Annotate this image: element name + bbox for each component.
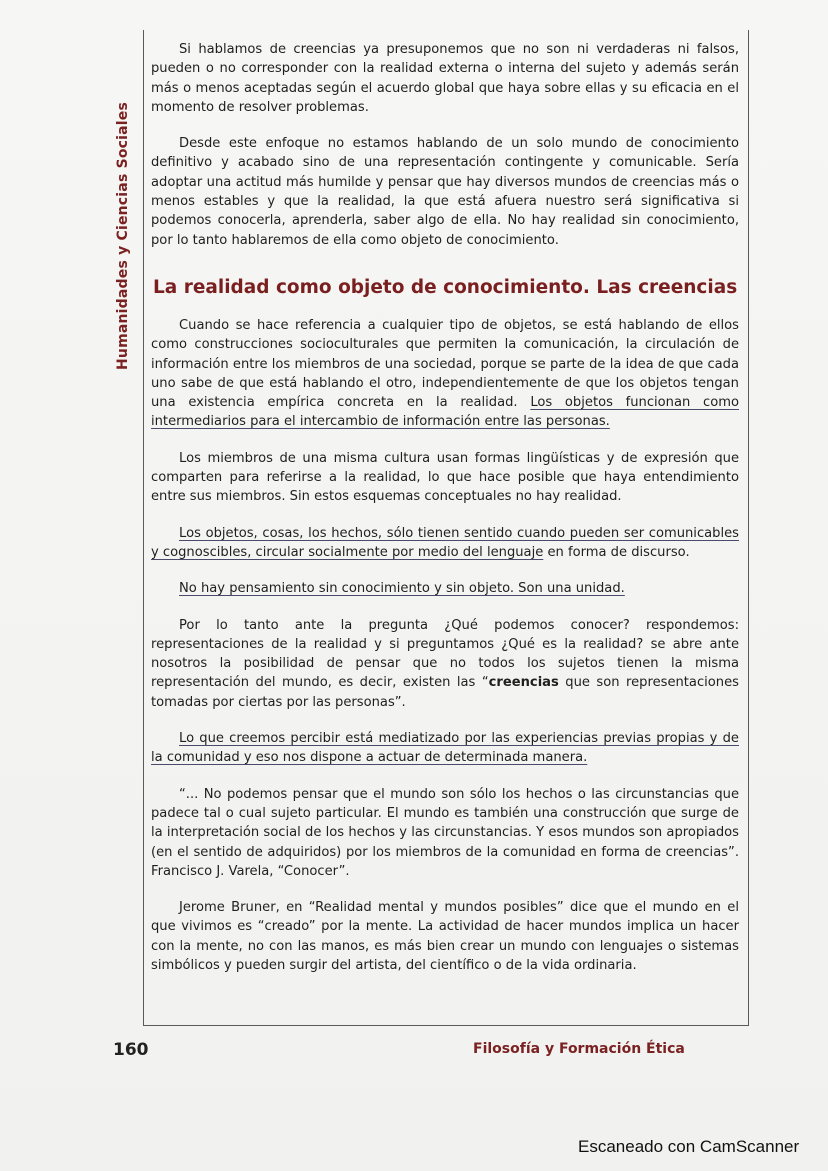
paragraph-4: Los miembros de una misma cultura usan formas lingüísticas y de expresión que comparten para referirse a la realidad, lo que hace posible que haya entendimiento entre sus miembros. Sin estos esquemas conceptuales no hay realidad. bbox=[151, 450, 739, 505]
page-number: 160 bbox=[113, 1040, 149, 1060]
paragraph-8-underlined: Lo que creemos percibir está mediatizado por las experiencias previas propias y de la comunidad y eso nos dispone a actuar de determinada manera. bbox=[151, 731, 739, 766]
paragraph-3-underlined: Los objetos funcionan como intermediarios para el intercambio de información entre las personas. bbox=[151, 395, 739, 430]
paragraph-7-bold: creencias bbox=[488, 675, 559, 691]
paragraph-7-end: que son representaciones tomadas por ciertas por las personas”. bbox=[151, 675, 739, 710]
page-content bbox=[151, 40, 739, 992]
paragraph-3-text: Cuando se hace referencia a cualquier tipo de objetos, se está hablando de ellos como construcciones socioculturales que permiten la comunicación, la circulación de información entre los miembros de una sociedad, porque se parte de la idea de que cada uno sabe de que está hablando el otro, independientemente de que los objetos tengan una existencia empírica concreta en la realidad. bbox=[151, 317, 739, 411]
scanner-watermark: Escaneado con CamScanner bbox=[578, 1137, 800, 1156]
paragraph-5 bbox=[151, 524, 739, 563]
paragraph-1: Si hablamos de creencias ya presuponemos que no son ni verdaderas ni falsos, pueden o no corresponder con la realidad externa o interna del sujeto y además serán más o menos aceptadas según el acuerdo global que haya sobre ellas y su eficacia en el momento de resolver problemas. bbox=[151, 42, 739, 115]
paragraph-3 bbox=[151, 316, 739, 432]
footer-title: Filosofía y Formación Ética bbox=[473, 1041, 685, 1057]
paragraph-9-quote: “... No podemos pensar que el mundo son sólo los hechos o las circunstancias que padece tal o cual sujeto particular. El mundo es también una construcción que surge de la interpretación social de los hechos y las circunstancias. Y esos mundos son apropiados (en el sentido de adquiridos) por los miembros de la comunidad en forma de creencias”. Francisco J. Varela, “Conocer”. bbox=[151, 786, 739, 879]
section-heading: La realidad como objeto de conocimiento. Las creencias bbox=[153, 276, 738, 298]
paragraph-6-underlined: No hay pensamiento sin conocimiento y sin objeto. Son una unidad. bbox=[179, 581, 625, 597]
paragraph-7 bbox=[151, 616, 739, 712]
paragraph-6 bbox=[151, 579, 739, 598]
paragraph-5-text: en forma de discurso. bbox=[543, 544, 690, 560]
sidebar-label: Humanidades y Ciencias Sociales bbox=[115, 101, 131, 370]
paragraph-7-text: Por lo tanto ante la pregunta ¿Qué podemos conocer? respondemos: representaciones de la realidad y si preguntamos ¿Qué es la realidad? se abre ante nosotros la posibilidad de pensar que no todos los sujetos tienen la misma representación del mundo, es decir, existen las “ bbox=[151, 617, 739, 691]
paragraph-10: Jerome Bruner, en “Realidad mental y mundos posibles” dice que el mundo en el que vivimos es “creado” por la mente. La actividad de hacer mundos implica un hacer con la mente, no con las manos, es más bien crear un mundo con lenguajes o sistemas simbólicos y pueden surgir del artista, del científico o de la vida ordinaria. bbox=[151, 900, 739, 973]
paragraph-5-underlined: Los objetos, cosas, los hechos, sólo tienen sentido cuando pueden ser comunicables y cognoscibles, circular socialmente por medio del lenguaje bbox=[151, 525, 739, 560]
paragraph-8 bbox=[151, 729, 739, 768]
paragraph-2: Desde este enfoque no estamos hablando de un solo mundo de conocimiento definitivo y acabado sino de una representación contingente y comunicable. Sería adoptar una actitud más humilde y pensar que hay diversos mundos de creencias más o menos estables y que la realidad, la que está afuera nuestro será significativa si podemos conocerla, aprenderla, saber algo de ella. No hay realidad sin conocimiento, por lo tanto hablaremos de ella como objeto de conocimiento. bbox=[151, 136, 739, 248]
